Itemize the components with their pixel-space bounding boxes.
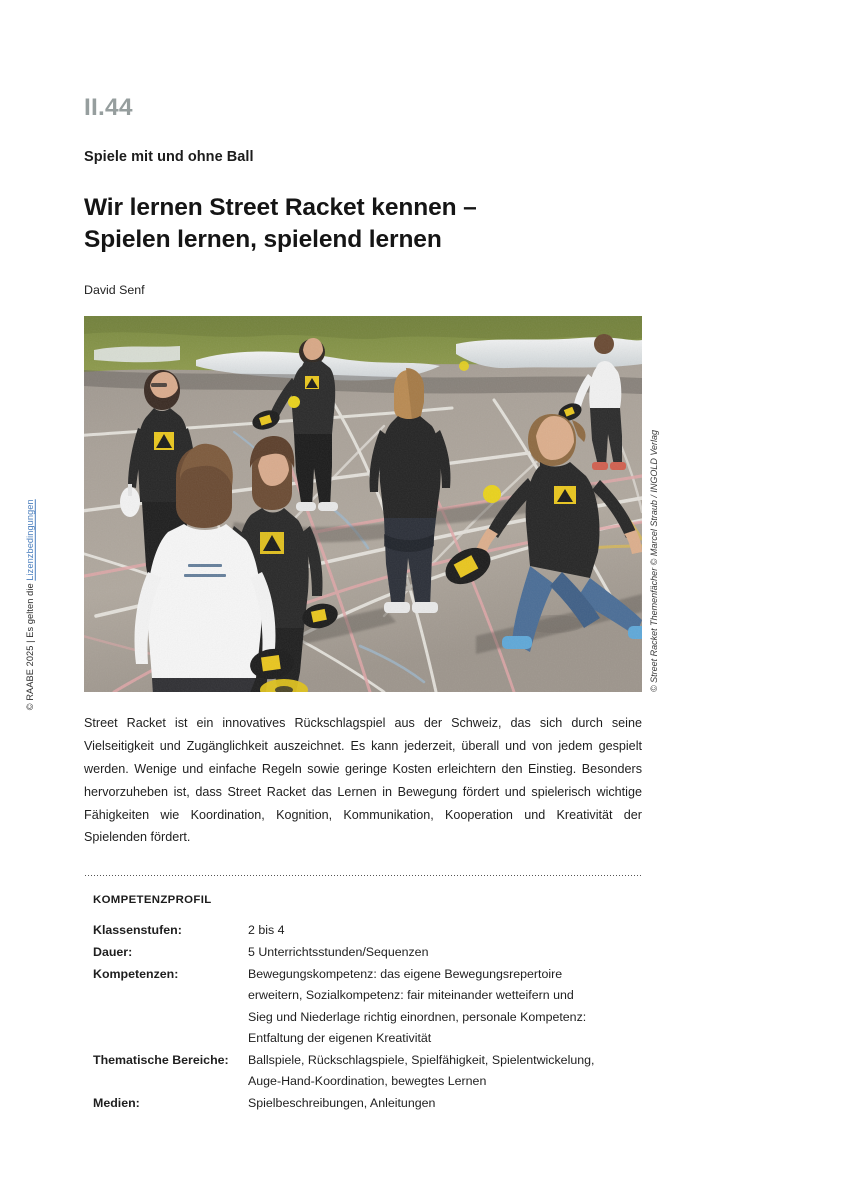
- author-name: David Senf: [84, 283, 145, 298]
- table-row: [93, 942, 642, 964]
- series-title: Spiele mit und ohne Ball: [84, 148, 254, 165]
- page-title: [84, 192, 644, 257]
- competence-profile: [84, 894, 642, 1114]
- figure-credit-text: © Street Racket Themenfächer © Marcel Straub / INGOLD Verlag: [649, 429, 659, 692]
- table-row: [93, 920, 642, 942]
- profile-value-klassenstufen: [248, 920, 642, 942]
- profile-label-kompetenzen: Kompetenzen:: [93, 967, 179, 982]
- copyright-rail-text: [26, 499, 35, 710]
- content-column: [84, 0, 659, 1115]
- issue-number: II.44: [84, 94, 133, 121]
- profile-value-dauer: [248, 942, 642, 964]
- profile-label-dauer: Dauer:: [93, 945, 133, 960]
- profile-value-line: Ballspiele, Rückschlagspiele, Spielfähigkeit, Spielentwickelung,: [248, 1052, 595, 1067]
- profile-value-kompetenzen: [248, 964, 642, 1050]
- license-conditions-link[interactable]: Lizenzbedingungen: [24, 499, 35, 581]
- profile-label-thematische-bereiche: Thematische Bereiche:: [93, 1052, 229, 1067]
- profile-value-line: Spielbeschreibungen, Anleitungen: [248, 1095, 436, 1110]
- competence-profile-heading: KOMPETENZPROFIL: [93, 894, 212, 907]
- page-title-line-2: Spielen lernen, spielend lernen: [84, 226, 442, 254]
- figure-credit: [650, 316, 668, 692]
- copyright-rail: [24, 450, 46, 710]
- profile-value-line: 2 bis 4: [248, 923, 285, 938]
- profile-value-medien: [248, 1093, 642, 1115]
- table-row: [93, 1050, 642, 1093]
- profile-label-klassenstufen: Klassenstufen:: [93, 923, 182, 938]
- profile-value-line: Bewegungskompetenz: das eigene Bewegungsrepertoire: [248, 967, 563, 982]
- copyright-rail-prefix: © RAABE 2025 | Es gelten die: [24, 580, 35, 710]
- figure: [84, 316, 659, 692]
- profile-value-line: Auge-Hand-Koordination, bewegtes Lernen: [248, 1074, 487, 1089]
- street-racket-photo: [84, 316, 642, 692]
- table-row: [93, 1093, 642, 1115]
- profile-value-line: Sieg und Niederlage richtig einordnen, personale Kompetenz:: [248, 1009, 587, 1024]
- profile-label-medien: Medien:: [93, 1095, 140, 1110]
- profile-value-line: erweitern, Sozialkompetenz: fair miteinander wetteifern und: [248, 988, 574, 1003]
- section-divider: [84, 875, 642, 876]
- intro-paragraph: Street Racket ist ein innovatives Rückschlagspiel aus der Schweiz, das sich durch seine Vielseitigkeit und Zugänglichkeit auszeichnet. Es kann jederzeit, überall und von jedem gespielt werden. Wenige und einfache Regeln sowie geringe Kosten erleichtern den Einstieg. Besonders hervorzuheben ist, dass Street Racket das Lernen in Bewegung fördert und spielerisch wichtige Fähigkeiten wie Koordination, Kognition, Kommunikation, Kooperation und Kreativität der Spielenden fördert.: [84, 715, 642, 845]
- profile-value-line: Entfaltung der eigenen Kreativität: [248, 1031, 432, 1045]
- table-row: [93, 964, 642, 1050]
- competence-profile-body: [93, 920, 642, 1114]
- profile-value-thematische-bereiche: [248, 1050, 642, 1093]
- page-title-line-1: Wir lernen Street Racket kennen –: [84, 193, 477, 221]
- competence-profile-table: [93, 920, 642, 1114]
- profile-value-line: 5 Unterrichtsstunden/Sequenzen: [248, 945, 429, 960]
